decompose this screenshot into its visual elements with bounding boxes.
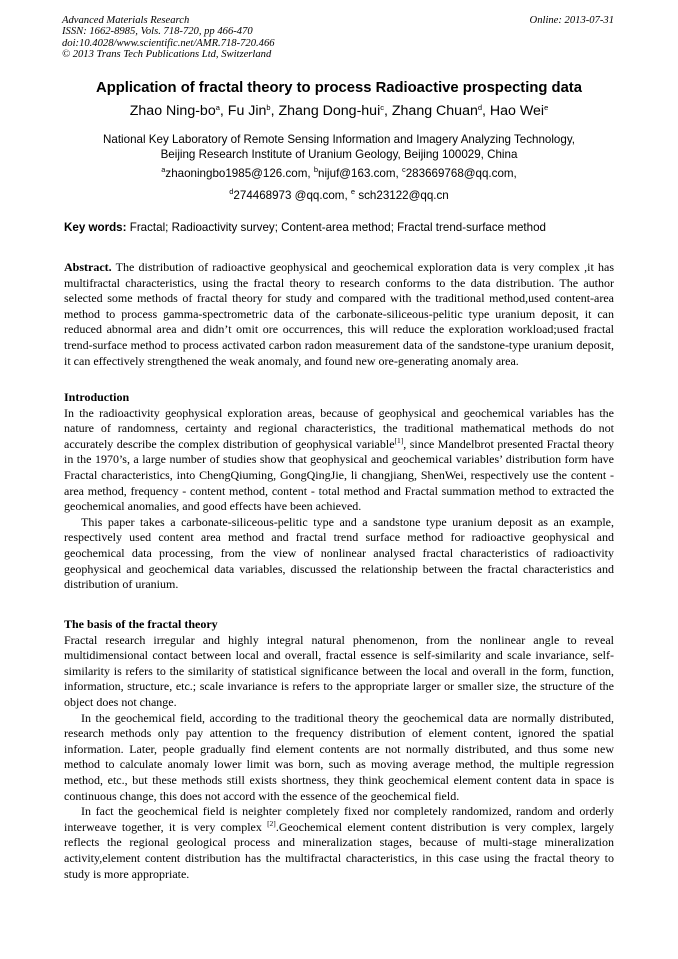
journal-header (62, 15, 275, 61)
abstract (64, 260, 614, 369)
email-c: 283669768@qq.com, (405, 167, 517, 180)
email-e: sch23122@qq.cn (358, 189, 449, 202)
paper-title: Application of fractal theory to process Radioactive prospecting data (96, 80, 582, 96)
email-b: nijuf@163.com, (318, 167, 399, 180)
email-superscript: a (161, 165, 166, 174)
abstract-label: Abstract. (64, 260, 112, 274)
online-date: Online: 2013-07-31 (529, 15, 614, 26)
email-superscript: c (401, 165, 406, 174)
paragraph: In the radioactivity geophysical exploration areas, because of geophysical and geochemical variables has the nature of randomness, certainty and regional characteristics, the traditional mathematical methods do not accurately describe the complex distribution of geophysical variable[1], since Mandelbrot presented Fractal theory in the 1970’s, a large number of studies show that geophysical and geochemical variables’ distribution form have Fractal characteristics, into ChengQiuming, GongQingJie, li changjiang, ShenWei, respectively use the content - area method, frequency - content method, content - total method and Fractal summation method to extracted the geochemical anomalies, and good effects have been achieved. (64, 405, 615, 514)
author-superscript: e (544, 103, 549, 112)
email-line (40, 167, 638, 180)
introduction-section (64, 390, 614, 593)
abstract-text: The distribution of radioactive geophysical and geochemical exploration data is very complex ,it has multifractal characteristics, using the fractal theory to research conforms to the data distribution. The author selected some methods of fractal theory for study and compared with the traditional method,used content-area method to process gamma-spectrometric data of the carbonate-siliceous-pelitic type uranium deposit, it can reduced abnormal area and didn’t omit ore occurrences, this will reduce the exploration workload;used fractal trend-surface method to process activated carbon radon measurement data of the sandstone-type uranium deposit, it can effectively strengthened the weak anomaly, and found new ore-generating anomaly area. (64, 260, 614, 368)
issn-line: ISSN: 1662-8985, Vols. 718-720, pp 466-470 (62, 26, 253, 38)
affiliation-line: National Key Laboratory of Remote Sensing Information and Imagery Analyzing Technology, (103, 133, 575, 146)
paragraph: In fact the geochemical field is neighter completely fixed nor completely randomized, random and orderly interweave together, it is very complex [2].Geochemical element content distribution is very complex, largely reflects the regional geological process and mineralization stages, because of multi-stage mineralization activity,element content distribution has the multifractal characteristics, in this case using the fractal theory to study is more appropriate. (64, 804, 614, 881)
paragraph: This paper takes a carbonate-siliceous-pelitic type and a sandstone type uranium deposit as an example, respectively used content area method and fractal trend surface method for radioactive geophysical and geochemical data processing, from the view of nonlinear analysed fractal characteristics of radioactivity geophysical and geochemical data variables, discussed the relationship between the fractal characteristics and distribution of uranium. (64, 514, 614, 592)
author-superscript: b (266, 103, 271, 112)
fractal-basis-section (64, 617, 614, 882)
author-name: Fu Jin (227, 103, 267, 119)
citation: [1] (394, 435, 404, 445)
author-name: Zhang Dong-hui (278, 103, 381, 119)
author-name: Zhang Chuan (391, 103, 478, 119)
author-name: Hao Wei (489, 103, 545, 119)
keywords-label: Key words: (64, 221, 127, 234)
author-name: Zhao Ning-bo (129, 103, 216, 119)
email-superscript: b (313, 165, 319, 174)
section-heading: Introduction (64, 390, 130, 404)
paragraph: In the geochemical field, according to the traditional theory the geochemical data are normally distributed, research methods only pay attention to the frequency distribution of element content, ignored the spatial information. Later, people gradually find element contents are not normally distributed, and thus some new method to calculate anomaly lower limit was born, such as moving average method, the multiple regression method, etc., but these methods still exists shortness, they think geochemical element content data in space is continuous change, this does not accord with the essence of the geochemical field. (64, 710, 614, 803)
affiliation-line: Beijing Research Institute of Uranium Geology, Beijing 100029, China (160, 148, 518, 161)
doi-line: doi:10.4028/www.scientific.net/AMR.718-720.466 (62, 37, 275, 49)
author-superscript: c (380, 103, 384, 112)
author-superscript: a (215, 103, 220, 112)
journal-name: Advanced Materials Research (62, 15, 190, 26)
citation: [2] (267, 818, 276, 828)
author-list: Zhao Ning-$bo^a$, Fu Jin$^b$, Zhang Dong-hui$^c$, Zhang Chuan$^d$, Hao Wei$^e$ (129, 103, 549, 119)
affiliation (50, 132, 628, 162)
copyright-line: © 2013 Trans Tech Publications Ltd, Switzerland (62, 49, 272, 61)
keywords (64, 221, 616, 234)
author-superscript: d (477, 103, 483, 112)
section-heading: The basis of the fractal theory (64, 617, 218, 631)
email-superscript: d (229, 187, 234, 196)
paragraph: Fractal research irregular and highly integral natural phenomenon, from the nonlinear angle to reveal multidimensional contact between local and overall, fractal essence is self-similarity and scale invariance, self-similarity is refers to the similarity of statistical significance between the local and overall in the form, function, information, structure, etc.; scale invariance is refers to the appropriate larger or smaller size, the structure of the object does not change. (64, 632, 614, 709)
email-superscript: e (350, 187, 356, 196)
email-line (40, 189, 638, 202)
email-d: 274468973 @qq.com, (233, 189, 348, 202)
keywords-text: Fractal; Radioactivity survey; Content-area method; Fractal trend-surface method (129, 221, 546, 234)
email-a: zhaoningbo1985@126.com, (165, 167, 311, 180)
